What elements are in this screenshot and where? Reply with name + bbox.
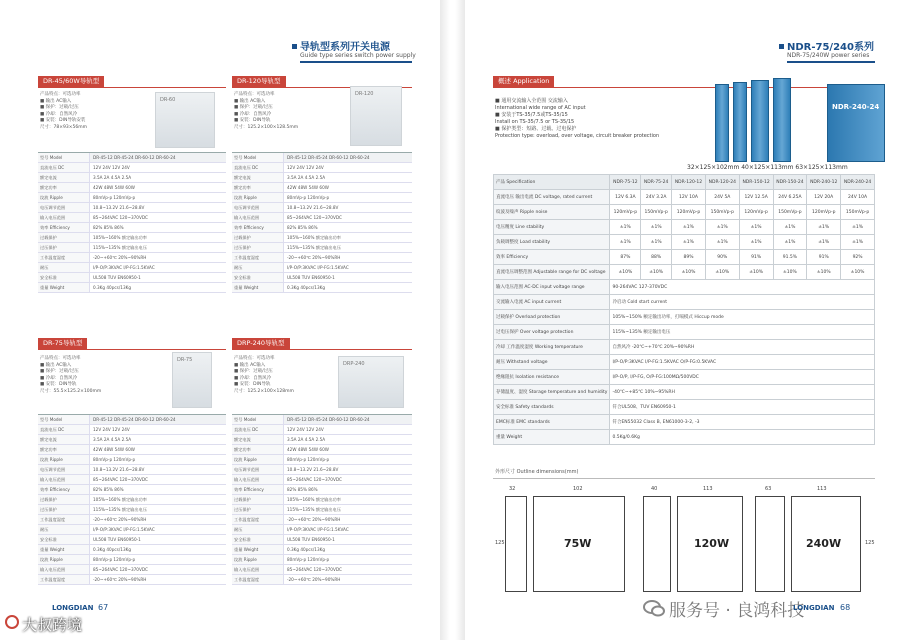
product-image: DR-120: [350, 86, 402, 146]
drawing-240w: 240W: [791, 496, 861, 592]
wechat-icon: [643, 598, 665, 618]
section-line: [232, 349, 412, 350]
header-marker: [779, 44, 784, 49]
feature-bullets: ■ 通用交流输入全范围 交流输入 International wide range of AC input ■ 安装于TS-35/7.5或TS-35/15 Install on TS-35/7.5 or TS-35/15 ■ 保护类型：短路、过载、过电保护 Protection type: overload, over voltage, circuit breaker protection: [495, 98, 660, 139]
section-line: [38, 349, 226, 350]
spec-table: 型号 Model DR-45-12 DR-45-24 DR-60-12 DR-60-24 直流电压 DC 12V 24V 12V 24V 额定电流 3.5A 2A 4.5A 2.5A 额定功率 42W 48W 54W 60W 纹波 Ripple 80mVp-p 120mVp-p 电压调节范围 10.8~13.2V 21.6~28.8V 输入电压范围 85~264VAC 120~370VDC 效率 Efficiency 82% 85% 86% 过载保护 105%~160% 额定输出功率 过压保护 115%~135% 额定输出电压 工作温度湿度 -20~+60℃ 20%~90%RH 耐压 I/P-O/P:3KVAC I/P-FG:1.5KVAC 安全标准 UL508 TUV EN60950-1 重量 Weight 0.3Kg 40pcs/13Kg: [38, 152, 226, 293]
footer-logo: LONGDIAN: [793, 604, 835, 612]
product-photo: NDR-240-24: [715, 72, 885, 162]
header-marker: [292, 44, 297, 49]
dim-height: 125: [495, 540, 505, 546]
drawing-120w: 120W: [677, 496, 743, 592]
right-header-title: NDR-75/240系列: [787, 42, 874, 53]
dim-height: 125: [865, 540, 875, 546]
watermark: 大叔跨境: [22, 616, 83, 634]
side-view-240w: [755, 496, 785, 592]
section-tab: DR-120导轨型: [232, 76, 286, 87]
dimension-text: 32×125×102mm 40×125×113mm 63×125×113mm: [687, 164, 848, 171]
dim-width: 40: [651, 486, 658, 492]
dimensions-title: 外形尺寸 Outline dimensions(mm): [495, 469, 579, 475]
feature-list: 产品特点：可选功率 ■ 输出 AC输入 ■ 保护：过载/过压 ■ 冷却：自然风冷 ■ 安装：DIN导轨 尺寸：125.2×100×128.5mm: [234, 92, 299, 130]
header-bar: [300, 61, 412, 63]
dim-width: 32: [509, 486, 516, 492]
section-tab: DR-75导轨型: [38, 338, 87, 349]
left-page: [0, 0, 440, 640]
dim-width: 63: [765, 486, 772, 492]
feature-list: 产品特点：可选功率 ■ 输出 AC输入 ■ 保护：过载/过压 ■ 冷却：自然风冷 ■ 安装：DIN导轨 尺寸：125.2×100×128mm: [234, 356, 294, 394]
watermark-logo-icon: [4, 614, 20, 630]
spec-table: 型号 Model DR-45-12 DR-45-24 DR-60-12 DR-60-24 直流电压 DC 12V 24V 12V 24V 额定电流 3.5A 2A 4.5A 2.5A 额定功率 42W 48W 54W 60W 纹波 Ripple 80mVp-p 120mVp-p 电压调节范围 10.8~13.2V 21.6~28.8V 输入电压范围 85~264VAC 120~370VDC 效率 Efficiency 82% 85% 86% 过载保护 105%~160% 额定输出功率 过压保护 115%~135% 额定输出电压 工作温度湿度 -20~+60℃ 20%~90%RH 耐压 I/P-O/P:3KVAC I/P-FG:1.5KVAC 安全标准 UL508 TUV EN60950-1 重量 Weight 0.3Kg 40pcs/13Kg 纹波 Ripple 80mVp-p 120mVp-p 输入电压范围 85~264VAC 120~370VDC 工作温度湿度 -20~+60℃ 20%~90%RH: [38, 414, 226, 585]
side-view-75w: [505, 496, 527, 592]
product-image: DR-60: [155, 92, 215, 148]
left-header-title: 导轨型系列开关电源: [300, 42, 390, 53]
page-gutter: [440, 0, 465, 640]
section-tab: 概述 Application: [493, 76, 554, 87]
right-header-subtitle: NDR-75/240W power series: [787, 52, 870, 59]
spec-table: 型号 Model DR-45-12 DR-45-24 DR-60-12 DR-60-24 直流电压 DC 12V 24V 12V 24V 额定电流 3.5A 2A 4.5A 2.5A 额定功率 42W 48W 54W 60W 纹波 Ripple 80mVp-p 120mVp-p 电压调节范围 10.8~13.2V 21.6~28.8V 输入电压范围 85~264VAC 120~370VDC 效率 Efficiency 82% 85% 86% 过载保护 105%~160% 额定输出功率 过压保护 115%~135% 额定输出电压 工作温度湿度 -20~+60℃ 20%~90%RH 耐压 I/P-O/P:3KVAC I/P-FG:1.5KVAC 安全标准 UL508 TUV EN60950-1 重量 Weight 0.3Kg 40pcs/13Kg 纹波 Ripple 80mVp-p 120mVp-p 输入电压范围 85~264VAC 120~370VDC 工作温度湿度 -20~+60℃ 20%~90%RH: [232, 414, 412, 585]
dim-depth: 113: [817, 486, 827, 492]
section-tab: DR-45/60W导轨型: [38, 76, 104, 87]
page-number: 68: [840, 603, 851, 612]
dim-depth: 113: [703, 486, 713, 492]
feature-list: 产品特点：可选功率 ■ 输出 AC输入 ■ 保护：过载/过压 ■ 冷却：自然风冷 ■ 安装：DIN导轨 尺寸：55.5×125.2×100mm: [40, 356, 102, 394]
section-line: [38, 87, 226, 88]
header-bar: [787, 61, 875, 63]
section-tab: DRP-240导轨型: [232, 338, 290, 349]
product-image: DR-75: [172, 352, 212, 408]
divider: [493, 478, 875, 479]
page-number: 67: [98, 603, 109, 612]
footer-logo: LONGDIAN: [52, 604, 94, 612]
right-page: [465, 0, 905, 640]
spec-table: 产品 Specification NDR-75-12 NDR-75-24 NDR-120-12 NDR-120-24 NDR-150-12 NDR-150-24 NDR-240-12 NDR-240-24 直流电压 输出电流 DC voltage, rated current 12V 6.3A 24V 3.2A 12V 10A 24V 5A 12V 12.5A 24V 6.25A 12V 20A 24V 10A 纹波及噪声 Ripple noise 120mVp-p 150mVp-p 120mVp-p 150mVp-p 120mVp-p 150mVp-p 120mVp-p 150mVp-p 电压精度 Line stability ±1% ±1% ±1% ±1% ±1% ±1% ±1% ±1% 负载调整度 Load stability ±1% ±1% ±1% ±1% ±1% ±1% ±1% ±1% 效率 Efficiency 87% 88% 89% 90% 91% 91.5% 91% 92% 直流电压调整范围 Adjustable range for DC voltage ±10% ±10% ±10% ±10% ±10% ±10% ±10% ±10% 输入电压范围 AC-DC input voltage range 90-264VAC 127-370VDC 交流输入电流 AC input current 冷启动 Cold start current 过载保护 Overload protection 105%~150% 额定输出功率，打嗝模式 Hiccup mode 过电压保护 Over voltage protection 115%~135% 额定输出电压 冷却 工作温度湿度 Working temperature 自然风冷 -20℃~+70℃ 20%~90%RH 耐压 Withstand voltage I/P-O/P:3KVAC I/P-FG:1.5KVAC O/P-FG:0.5KVAC 绝缘阻抗 Isolation resistance I/P-O/P, I/P-FG, O/P-FG:100MΩ/500VDC 存储温度、湿度 Storage temperature and humidity -40℃~+85℃ 10%~95%RH 安全标准 Safety standards 符合UL508、TUV EN60950-1 EMC标准 EMC standards 符合EN55032 Class B, EN61000-3-2, -3 重量 Weight 0.5Kg/0.6Kg: [493, 174, 875, 445]
side-view-120w: [643, 496, 671, 592]
spec-table: 型号 Model DR-45-12 DR-45-24 DR-60-12 DR-60-24 直流电压 DC 12V 24V 12V 24V 额定电流 3.5A 2A 4.5A 2.5A 额定功率 42W 48W 54W 60W 纹波 Ripple 80mVp-p 120mVp-p 电压调节范围 10.8~13.2V 21.6~28.8V 输入电压范围 85~264VAC 120~370VDC 效率 Efficiency 82% 85% 86% 过载保护 105%~160% 额定输出功率 过压保护 115%~135% 额定输出电压 工作温度湿度 -20~+60℃ 20%~90%RH 耐压 I/P-O/P:3KVAC I/P-FG:1.5KVAC 安全标准 UL508 TUV EN60950-1 重量 Weight 0.3Kg 40pcs/13Kg: [232, 152, 412, 293]
dim-depth: 102: [573, 486, 583, 492]
feature-list: 产品特点：可选功率 ■ 输出 AC输入 ■ 保护：过载/过压 ■ 冷却：自然风冷 ■ 安装：DIN导轨安装 尺寸：78×93×56mm: [40, 92, 87, 130]
watermark: 服务号 · 良鸿科技: [669, 601, 805, 621]
left-header-subtitle: Guide type series switch power supply: [300, 52, 416, 59]
product-image: DRP-240: [338, 356, 404, 408]
drawing-75w: 75W: [533, 496, 625, 592]
